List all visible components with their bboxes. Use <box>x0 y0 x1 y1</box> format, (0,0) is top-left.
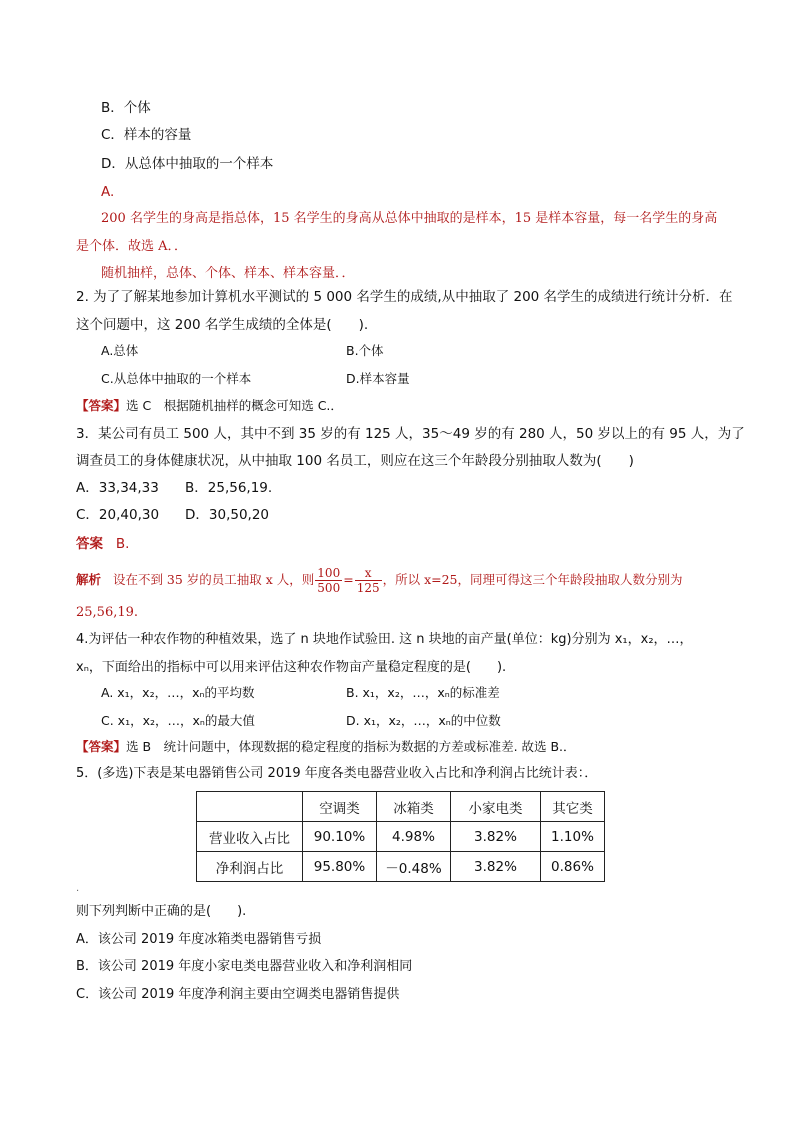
q3-analysis-line1 <box>76 565 683 595</box>
frac2-numerator: x <box>355 566 382 581</box>
table-cell: 0.86% <box>541 852 605 882</box>
table-cell: －0.48% <box>377 852 451 882</box>
fraction-x-125 <box>355 566 382 595</box>
q5-question: 则下列判断中正确的是( ). <box>76 904 247 919</box>
statistics-table <box>196 791 605 882</box>
q4-option-a: A. x₁，x₂，…，xₙ的平均数 <box>101 685 255 700</box>
table-cell: 90.10% <box>303 822 377 852</box>
q5-option-c: C．该公司 2019 年度净利润主要由空调类电器销售提供 <box>76 987 400 1002</box>
q3-analysis-tag: 解析 <box>76 572 102 587</box>
q2-stem-line2: 这个问题中，这 200 名学生成绩的全体是( ). <box>76 317 369 333</box>
frac2-denominator: 125 <box>356 581 380 595</box>
q5-option-b: B．该公司 2019 年度小家电类电器营业收入和净利润相同 <box>76 959 413 974</box>
q3-answer-tag: 答案 <box>76 536 103 552</box>
q5-stem: 5．(多选)下表是某电器销售公司 2019 年度各类电器营业收入占比和净利润占比统计表：． <box>76 766 598 781</box>
table-cell: 1.10% <box>541 822 605 852</box>
q2-answer-line <box>76 397 343 415</box>
q3-analysis-post: ，所以 x=25，同理可得这三个年龄段抽取人数分别为 <box>382 572 683 587</box>
q2-option-b: B.个体 <box>346 343 384 358</box>
table-cell: 3.82% <box>451 822 541 852</box>
q2-option-c: C.从总体中抽取的一个样本 <box>101 371 252 386</box>
frac1-numerator: 100 <box>317 566 341 580</box>
table-cell: 4.98% <box>377 822 451 852</box>
q3-stem-line2: 调查员工的身体健康状况，从中抽取 100 名员工，则应在这三个年龄段分别抽取人数为( ) <box>76 453 634 469</box>
q3-option-a: A．33,34,33 <box>76 480 159 496</box>
q1-option-c: C．样本的容量 <box>101 127 192 143</box>
table-row <box>197 852 605 882</box>
q3-stem-line1: 3．某公司有员工 500 人，其中不到 35 岁的有 125 人，35～49 岁的有 280 人，50 岁以上的有 95 人，为了 <box>76 426 745 442</box>
q3-option-b: B．25,56,19. <box>185 480 273 496</box>
q3-analysis-line2: 25,56,19. <box>76 605 139 620</box>
equals-sign: = <box>343 572 354 587</box>
q2-answer-tag: 【答案】 <box>76 398 127 413</box>
q1-answer: A. <box>101 184 115 200</box>
q4-answer-text: 选 B 统计问题中，体现数据的稳定程度的指标为数据的方差或标准差. 故选 B.． <box>126 739 576 754</box>
q2-stem-line1: 2. 为了了解某地参加计算机水平测试的 5 000 名学生的成绩,从中抽取了 200 名学生的成绩进行统计分析．在 <box>76 289 733 305</box>
q1-option-d: D．从总体中抽取的一个样本 <box>101 156 274 172</box>
q3-option-d: D．30,50,20 <box>185 507 270 523</box>
q4-option-d: D. x₁，x₂，…，xₙ的中位数 <box>346 713 501 728</box>
table-header-cell: 空调类 <box>303 792 377 822</box>
table-cell: 3.82% <box>451 852 541 882</box>
q4-answer-line <box>76 738 576 756</box>
q4-option-b: B. x₁，x₂，…，xₙ的标准差 <box>346 685 500 700</box>
table-header-row <box>197 792 605 822</box>
table-cell: 营业收入占比 <box>197 822 303 852</box>
q4-stem-line1: 4.为评估一种农作物的种植效果，选了 n 块地作试验田. 这 n 块地的亩产量(单位：kg)分别为 x₁，x₂，…， <box>76 632 693 647</box>
q2-option-d: D.样本容量 <box>346 371 410 386</box>
fraction-100-500 <box>315 566 342 595</box>
table-header-cell <box>197 792 303 822</box>
q1-keywords: 随机抽样，总体、个体、样本、样本容量．． <box>101 266 355 281</box>
table-header-cell: 冰箱类 <box>377 792 451 822</box>
q3-analysis-pre: 设在不到 35 岁的员工抽取 x 人，则 <box>112 572 315 587</box>
stray-dot: . <box>76 883 80 894</box>
q4-answer-tag: 【答案】 <box>76 739 127 754</box>
table-row <box>197 822 605 852</box>
q3-answer-line <box>76 535 129 553</box>
q3-answer-text: B. <box>115 536 130 552</box>
q2-answer-text: 选 C 根据随机抽样的概念可知选 C.． <box>126 398 343 413</box>
q2-option-a: A.总体 <box>101 343 139 358</box>
q3-option-c: C．20,40,30 <box>76 507 160 523</box>
q4-stem-line2: xₙ，下面给出的指标中可以用来评估这种农作物亩产量稳定程度的是( ). <box>76 660 507 675</box>
q4-option-c: C. x₁，x₂，…，xₙ的最大值 <box>101 713 255 728</box>
q1-option-b: B．个体 <box>101 100 151 116</box>
table-cell: 净利润占比 <box>197 852 303 882</box>
frac1-denominator: 500 <box>317 581 341 595</box>
table-header-cell: 小家电类 <box>451 792 541 822</box>
table-header-cell: 其它类 <box>541 792 605 822</box>
q1-analysis-line1: 200 名学生的身高是指总体，15 名学生的身高从总体中抽取的是样本，15 是样本容量，每一名学生的身高 <box>101 211 718 226</box>
q5-option-a: A．该公司 2019 年度冰箱类电器销售亏损 <box>76 932 322 947</box>
q1-analysis-line2: 是个体．故选 A．． <box>76 239 188 254</box>
table-cell: 95.80% <box>303 852 377 882</box>
